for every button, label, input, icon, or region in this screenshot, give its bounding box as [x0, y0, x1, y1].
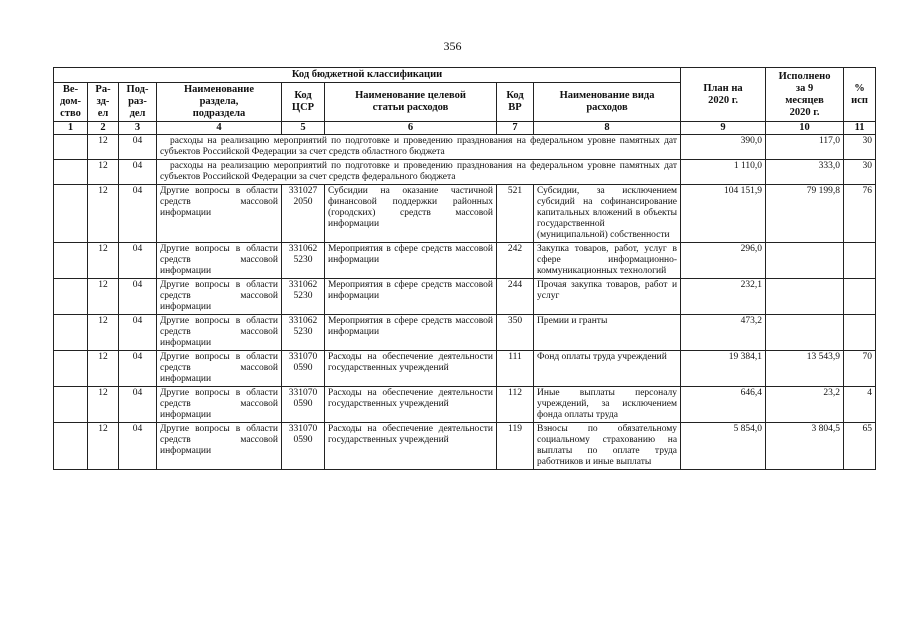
vedomstvo-cell: [54, 160, 88, 185]
percent-cell: 4: [844, 387, 876, 423]
vedomstvo-cell: [54, 185, 88, 243]
vr-cell: 119: [497, 423, 534, 470]
kind-name-cell: Взносы по обязательному социальному страхованию на выплаты по оплате труда работников и иные выплаты: [534, 423, 681, 470]
podrazdel-cell: 04: [119, 160, 157, 185]
razdel-cell: 12: [88, 160, 119, 185]
vedomstvo-cell: [54, 279, 88, 315]
percent-cell: 70: [844, 351, 876, 387]
section-name-cell: Другие вопросы в области средств массовой информации: [157, 279, 282, 315]
table-row: [54, 279, 876, 315]
percent-cell: 65: [844, 423, 876, 470]
section-name-cell: Другие вопросы в области средств массовой информации: [157, 185, 282, 243]
csr-cell: 331062 5230: [282, 279, 325, 315]
header-plan: План на 2020 г.: [681, 68, 766, 122]
header-section-name: Наименование раздела, подраздела: [157, 83, 282, 122]
col-number: 7: [497, 122, 534, 135]
plan-cell: 473,2: [681, 315, 766, 351]
vr-cell: 521: [497, 185, 534, 243]
table-row: [54, 160, 876, 185]
vr-cell: 111: [497, 351, 534, 387]
section-name-cell: Другие вопросы в области средств массовой информации: [157, 423, 282, 470]
razdel-cell: 12: [88, 423, 119, 470]
plan-cell: 5 854,0: [681, 423, 766, 470]
plan-cell: 19 384,1: [681, 351, 766, 387]
plan-cell: 390,0: [681, 135, 766, 160]
percent-cell: 30: [844, 160, 876, 185]
csr-cell: 331062 5230: [282, 315, 325, 351]
vedomstvo-cell: [54, 423, 88, 470]
header-vr: Код ВР: [497, 83, 534, 122]
razdel-cell: 12: [88, 185, 119, 243]
header-target-name: Наименование целевой статьи расходов: [325, 83, 497, 122]
percent-cell: 30: [844, 135, 876, 160]
table-row: [54, 423, 876, 470]
vr-cell: 244: [497, 279, 534, 315]
col-number: 5: [282, 122, 325, 135]
header-podrazdel: Под- раз- дел: [119, 83, 157, 122]
table-row: [54, 351, 876, 387]
done-cell: 13 543,9: [766, 351, 844, 387]
vr-cell: 350: [497, 315, 534, 351]
section-name-cell: Другие вопросы в области средств массовой информации: [157, 243, 282, 279]
razdel-cell: 12: [88, 279, 119, 315]
plan-cell: 646,4: [681, 387, 766, 423]
done-cell: 79 199,8: [766, 185, 844, 243]
budget-table: [53, 67, 876, 470]
plan-cell: 232,1: [681, 279, 766, 315]
target-name-cell: Расходы на обеспечение деятельности государственных учреждений: [325, 423, 497, 470]
kind-name-cell: Прочая закупка товаров, работ и услуг: [534, 279, 681, 315]
vr-cell: 112: [497, 387, 534, 423]
vr-cell: 242: [497, 243, 534, 279]
target-name-cell: Мероприятия в сфере средств массовой информации: [325, 243, 497, 279]
vedomstvo-cell: [54, 315, 88, 351]
percent-cell: 76: [844, 185, 876, 243]
target-name-cell: Мероприятия в сфере средств массовой информации: [325, 279, 497, 315]
col-number: 11: [844, 122, 876, 135]
podrazdel-cell: 04: [119, 351, 157, 387]
table-row: [54, 387, 876, 423]
razdel-cell: 12: [88, 135, 119, 160]
plan-cell: 296,0: [681, 243, 766, 279]
done-cell: 117,0: [766, 135, 844, 160]
header-percent: % исп: [844, 68, 876, 122]
table-row: [54, 315, 876, 351]
target-name-cell: Расходы на обеспечение деятельности государственных учреждений: [325, 351, 497, 387]
vedomstvo-cell: [54, 243, 88, 279]
podrazdel-cell: 04: [119, 185, 157, 243]
done-cell: 3 804,5: [766, 423, 844, 470]
razdel-cell: 12: [88, 351, 119, 387]
col-number: 2: [88, 122, 119, 135]
podrazdel-cell: 04: [119, 423, 157, 470]
header-group-row: [54, 68, 876, 83]
vedomstvo-cell: [54, 135, 88, 160]
podrazdel-cell: 04: [119, 279, 157, 315]
col-number: 6: [325, 122, 497, 135]
col-number: 3: [119, 122, 157, 135]
percent-cell: [844, 243, 876, 279]
table-row: [54, 243, 876, 279]
percent-cell: [844, 315, 876, 351]
kind-name-cell: Субсидии, за исключением субсидий на софинансирование капитальных вложений в объекты государственной (муниципальной) собственности: [534, 185, 681, 243]
col-number: 9: [681, 122, 766, 135]
csr-cell: 331070 0590: [282, 387, 325, 423]
done-cell: 333,0: [766, 160, 844, 185]
podrazdel-cell: 04: [119, 243, 157, 279]
razdel-cell: 12: [88, 387, 119, 423]
csr-cell: 331062 5230: [282, 243, 325, 279]
csr-cell: 331070 0590: [282, 423, 325, 470]
kind-name-cell: Закупка товаров, работ, услуг в сфере информационно-коммуникационных технологий: [534, 243, 681, 279]
page-number: 356: [443, 39, 462, 53]
expense-description-cell: расходы на реализацию мероприятий по подготовке и проведению празднования на федеральном уровне памятных дат субъектов Российской Федерации за счет средств областного бюджета: [157, 135, 681, 160]
col-number: 8: [534, 122, 681, 135]
done-cell: [766, 315, 844, 351]
header-kind-name: Наименование вида расходов: [534, 83, 681, 122]
target-name-cell: Субсидии на оказание частичной финансовой поддержки районных (городских) средств массовой информации: [325, 185, 497, 243]
vedomstvo-cell: [54, 387, 88, 423]
header-group: Код бюджетной классификации: [54, 68, 681, 83]
col-number: 10: [766, 122, 844, 135]
podrazdel-cell: 04: [119, 315, 157, 351]
vedomstvo-cell: [54, 351, 88, 387]
razdel-cell: 12: [88, 243, 119, 279]
podrazdel-cell: 04: [119, 135, 157, 160]
plan-cell: 1 110,0: [681, 160, 766, 185]
kind-name-cell: Фонд оплаты труда учреждений: [534, 351, 681, 387]
table-row: [54, 135, 876, 160]
header-razdel: Ра- зд- ел: [88, 83, 119, 122]
csr-cell: 331070 0590: [282, 351, 325, 387]
done-cell: [766, 243, 844, 279]
kind-name-cell: Премии и гранты: [534, 315, 681, 351]
kind-name-cell: Иные выплаты персоналу учреждений, за исключением фонда оплаты труда: [534, 387, 681, 423]
section-name-cell: Другие вопросы в области средств массовой информации: [157, 315, 282, 351]
header-done: Исполнено за 9 месяцев 2020 г.: [766, 68, 844, 122]
podrazdel-cell: 04: [119, 387, 157, 423]
razdel-cell: 12: [88, 315, 119, 351]
percent-cell: [844, 279, 876, 315]
header-vedomstvo: Ве- дом- ство: [54, 83, 88, 122]
section-name-cell: Другие вопросы в области средств массовой информации: [157, 351, 282, 387]
table-row: [54, 185, 876, 243]
target-name-cell: Расходы на обеспечение деятельности государственных учреждений: [325, 387, 497, 423]
csr-cell: 331027 2050: [282, 185, 325, 243]
section-name-cell: Другие вопросы в области средств массовой информации: [157, 387, 282, 423]
plan-cell: 104 151,9: [681, 185, 766, 243]
done-cell: 23,2: [766, 387, 844, 423]
header-csr: Код ЦСР: [282, 83, 325, 122]
done-cell: [766, 279, 844, 315]
expense-description-cell: расходы на реализацию мероприятий по подготовке и проведению празднования на федеральном уровне памятных дат субъектов Российской Федерации за счет средств федерального бюджета: [157, 160, 681, 185]
header-numbers-row: [54, 122, 876, 135]
col-number: 1: [54, 122, 88, 135]
col-number: 4: [157, 122, 282, 135]
target-name-cell: Мероприятия в сфере средств массовой информации: [325, 315, 497, 351]
